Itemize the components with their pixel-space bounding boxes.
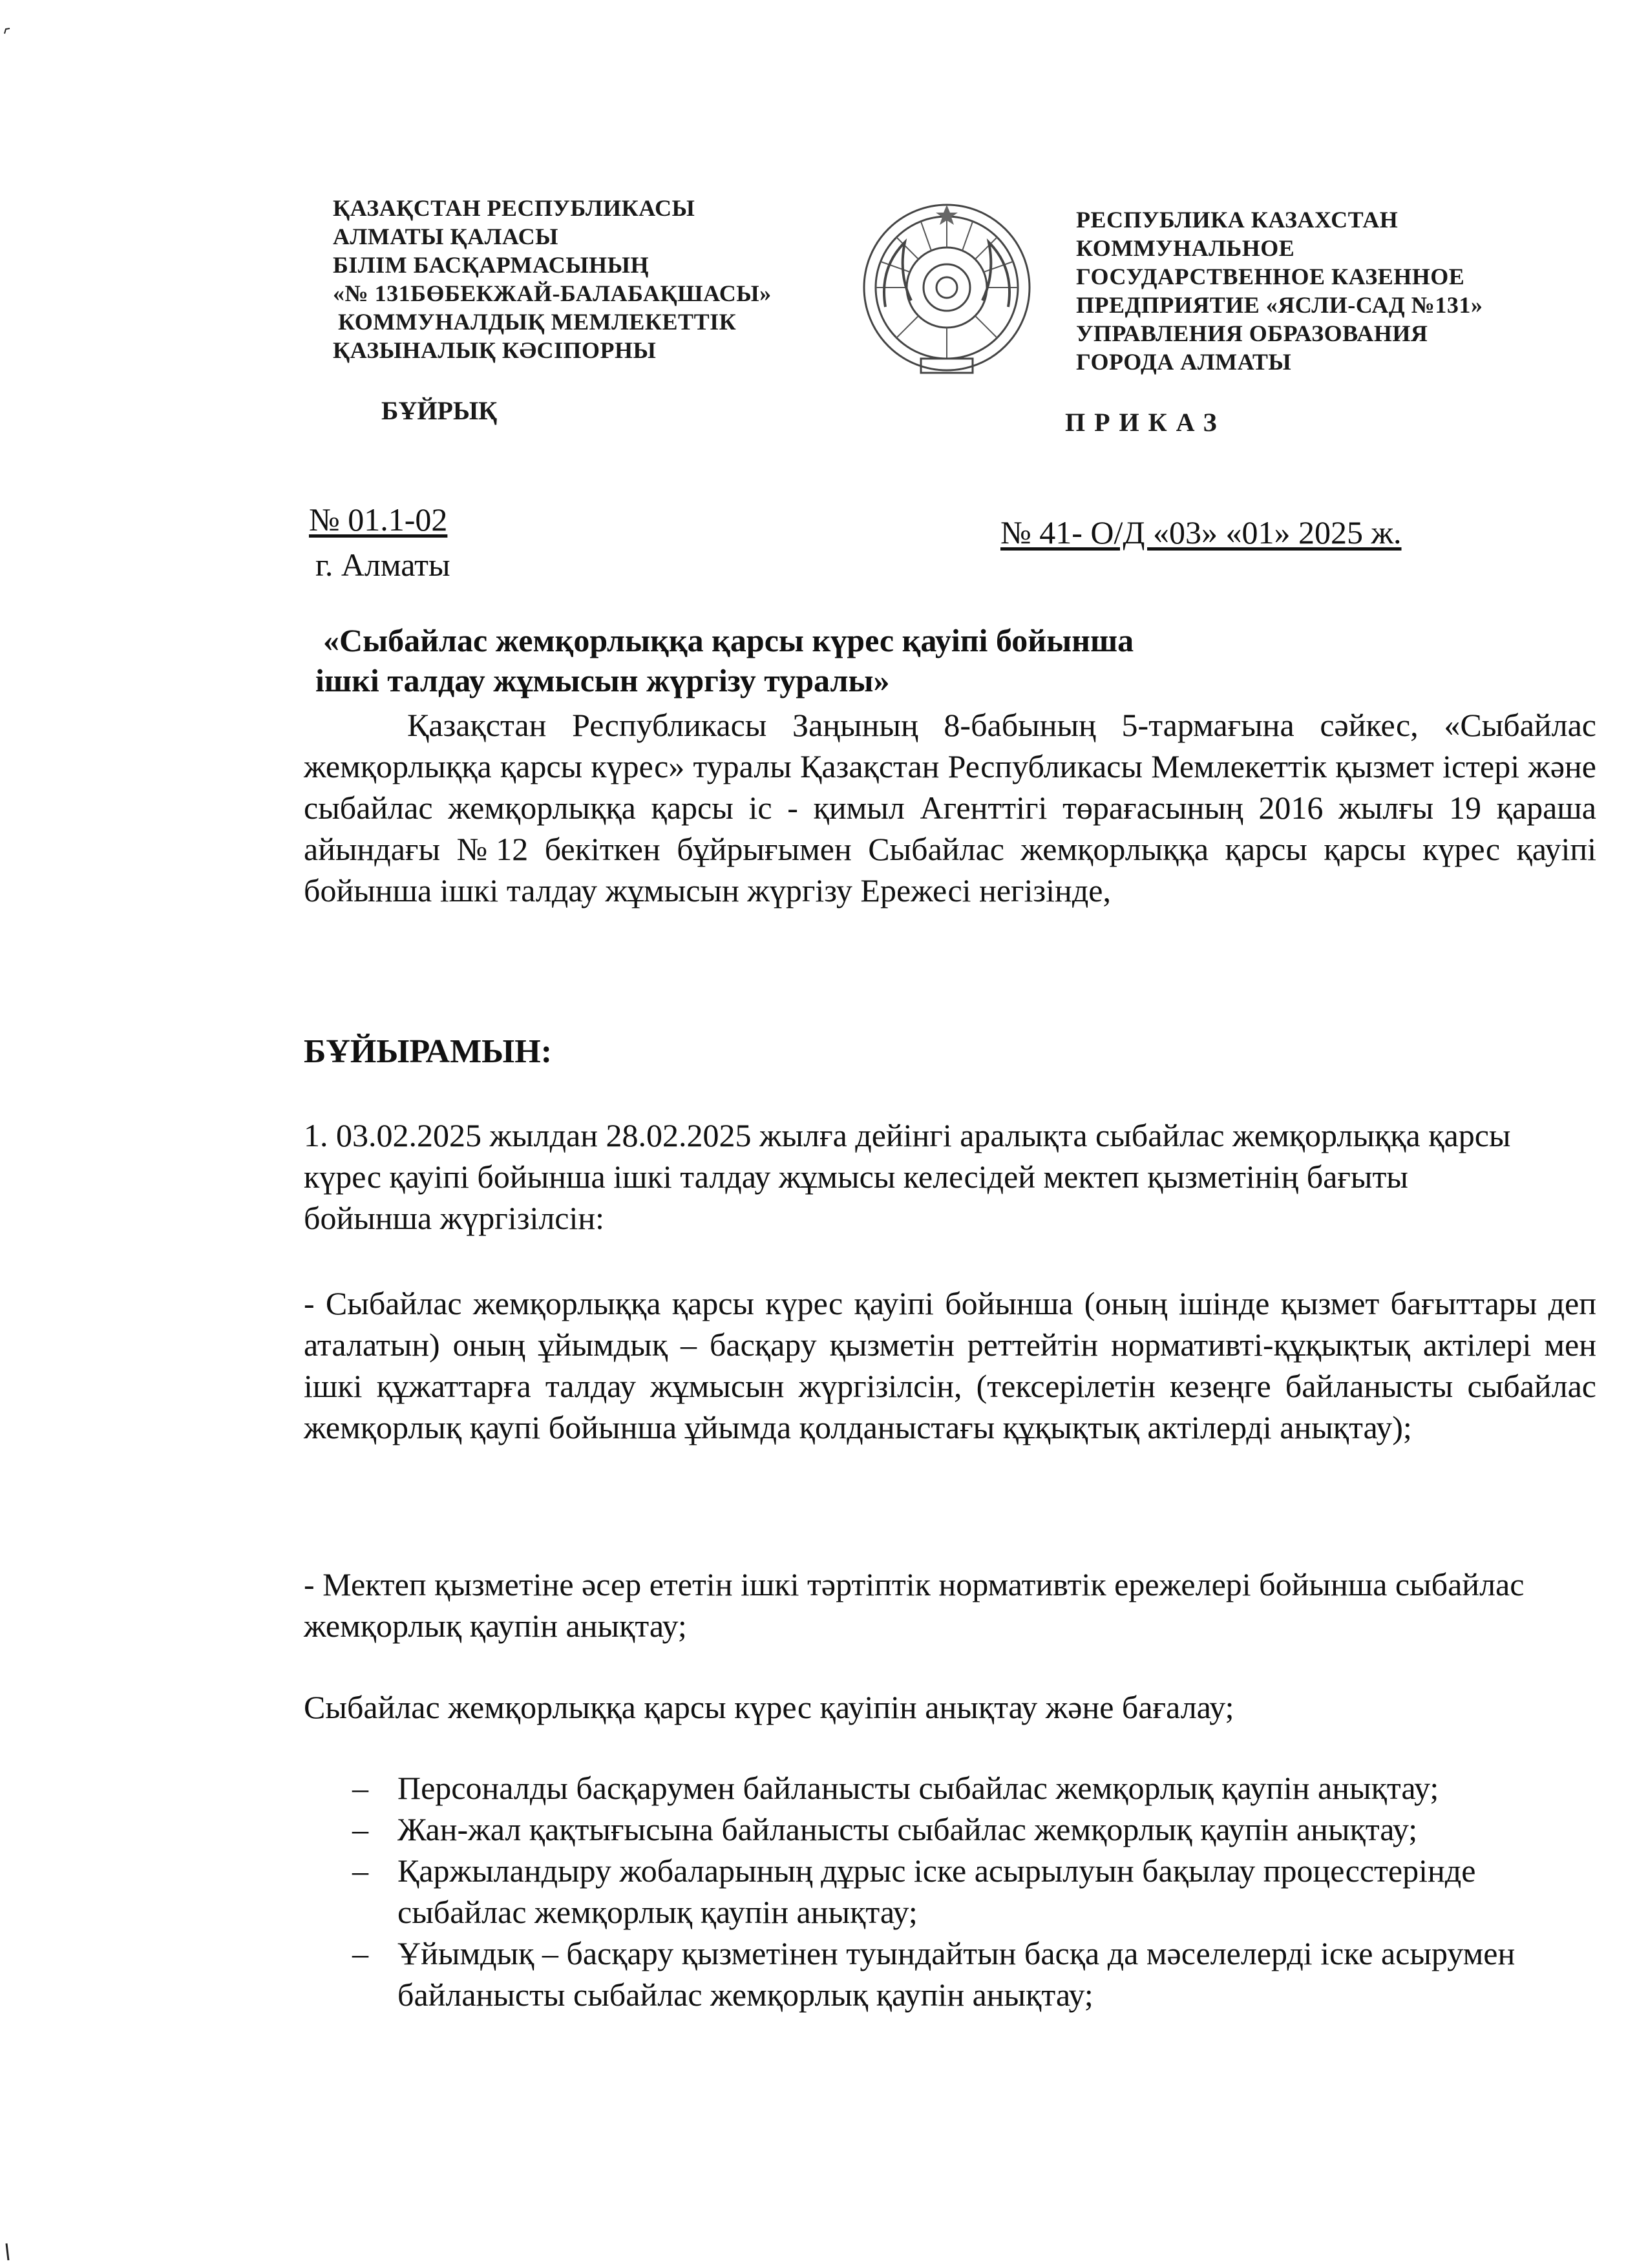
header-right-line: ПРЕДПРИЯТИЕ «ЯСЛИ-САД №131» bbox=[1076, 292, 1483, 318]
list-dash: – bbox=[352, 1811, 368, 1847]
header-left-line: БІЛІМ БАСҚАРМАСЫНЫҢ bbox=[333, 252, 649, 278]
list-item bbox=[352, 1933, 1580, 2015]
order-title-kz: БҰЙРЫҚ bbox=[381, 396, 498, 425]
point-1-paragraph: 1. 03.02.2025 жылдан 28.02.2025 жылға дейінгі аралықта сыбайлас жемқорлыққа қарсы күрес қауіпі бойынша ішкі талдау жұмысы келесідей мектеп қызметінің бағыты бойынша жүргізілсін: bbox=[304, 1117, 1511, 1236]
list-item-text: Жан-жал қақтығысына байланысты сыбайлас жемқорлық қаупін анықтау; bbox=[397, 1811, 1418, 1847]
header-left-line: АЛМАТЫ ҚАЛАСЫ bbox=[333, 224, 558, 249]
registration-number: № 01.1-02 bbox=[309, 501, 448, 538]
list-item bbox=[352, 1767, 1580, 1809]
list-item-text: Ұйымдық – басқару қызметінен туындайтын басқа да мәселелерді іске асырумен байланысты сыбайлас жемқорлық қаупін анықтау; bbox=[397, 1935, 1516, 2013]
scan-mark-bottom-left bbox=[5, 2242, 12, 2262]
header-right-line: ГОСУДАРСТВЕННОЕ КАЗЕННОЕ bbox=[1076, 264, 1465, 289]
city-name: г. Алматы bbox=[315, 547, 450, 583]
list-dash: – bbox=[352, 1935, 368, 1971]
header-left-kz bbox=[333, 194, 772, 364]
list-item bbox=[352, 1809, 1580, 1850]
document-title-line: «Сыбайлас жемқорлыққа қарсы күрес қауіпі бойынша bbox=[323, 622, 1134, 658]
dash-paragraph-2: - Мектеп қызметіне әсер ететін ішкі тәртіптік нормативтік ережелері бойынша сыбайлас жемқорлық қаупін анықтау; bbox=[304, 1566, 1525, 1644]
risk-list bbox=[352, 1767, 1580, 2015]
order-word: БҰЙЫРАМЫН: bbox=[304, 1033, 553, 1070]
list-item-text: Персоналды басқарумен байланысты сыбайлас жемқорлық қаупін анықтау; bbox=[397, 1770, 1439, 1806]
kazakhstan-emblem-icon bbox=[860, 197, 1034, 384]
document-title-line: ішкі талдау жұмысын жүргізу туралы» bbox=[315, 662, 890, 698]
header-right-line: УПРАВЛЕНИЯ ОБРАЗОВАНИЯ bbox=[1076, 320, 1428, 346]
header-right-line: КОММУНАЛЬНОЕ bbox=[1076, 235, 1295, 261]
header-right-line: РЕСПУБЛИКА КАЗАХСТАН bbox=[1076, 207, 1399, 233]
order-number-date: № 41- О/Д «03» «01» 2025 ж. bbox=[1000, 514, 1402, 551]
dash-paragraph-1: - Сыбайлас жемқорлыққа қарсы күрес қауіпі бойынша (оның ішінде қызмет бағыттары деп аталатын) оның ұйымдық – басқару қызметін реттейтін нормативті-құқықтық актілері мен ішкі құжаттарға талдау жұмысын жүргізілсін, (тексерілетін кезеңге байланысты сыбайлас жемқорлық қаупі бойынша ұйымда қолданыстағы құқықтық актілерді анықтау); bbox=[304, 1285, 1596, 1445]
intro-paragraph: Қазақстан Республикасы Заңының 8-бабының 5-тармағына сәйкес, «Сыбайлас жемқорлыққа қарсы күрес» туралы Қазақстан Республикасы Мемлекеттік қызмет істері және сыбайлас жемқорлыққа қарсы іс - қимыл Агенттігі төрағасының 2016 жылғы 19 қараша айындағы №12 бекіткен бұйрығымен Сыбайлас жемқорлыққа қарсы қарсы күрес қауіпі бойынша ішкі талдау жұмысын жүргізу Ережесі негізінде, bbox=[304, 707, 1596, 908]
header-left-line: ҚАЗАҚСТАН РЕСПУБЛИКАСЫ bbox=[333, 195, 695, 221]
header-right-line: ГОРОДА АЛМАТЫ bbox=[1076, 349, 1292, 375]
document-title bbox=[315, 620, 1134, 700]
evaluation-paragraph: Сыбайлас жемқорлыққа қарсы күрес қауіпін анықтау және бағалау; bbox=[304, 1689, 1234, 1725]
list-item-text: Қаржыландыру жобаларының дұрыс іске асырылуын бақылау процесстерінде сыбайлас жемқорлық қаупін анықтау; bbox=[397, 1853, 1476, 1930]
list-dash: – bbox=[352, 1770, 368, 1806]
header-right-ru bbox=[1076, 205, 1483, 376]
header-left-line: ҚАЗЫНАЛЫҚ КӘСІПОРНЫ bbox=[333, 337, 657, 363]
list-dash: – bbox=[352, 1853, 368, 1889]
header-left-line: «№ 131БӨБЕКЖАЙ-БАЛАБАҚШАСЫ» bbox=[333, 280, 772, 306]
order-title-ru: ПРИКАЗ bbox=[1065, 408, 1226, 437]
list-item bbox=[352, 1850, 1580, 1933]
header-left-line: КОММУНАЛДЫҚ МЕМЛЕКЕТТІК bbox=[338, 309, 737, 335]
scan-mark-top-left bbox=[4, 26, 10, 32]
